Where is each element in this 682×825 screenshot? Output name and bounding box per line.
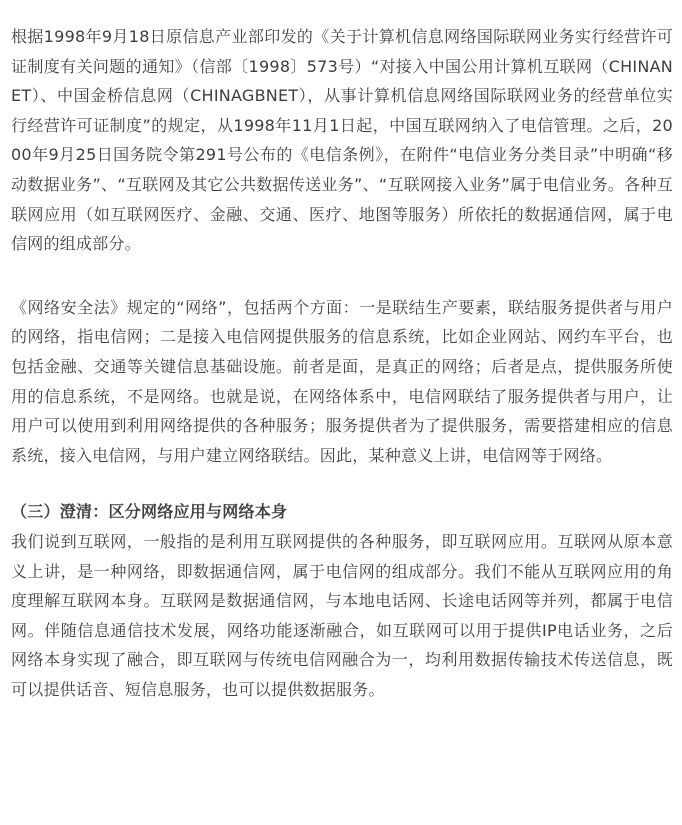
article-body bbox=[11, 22, 673, 704]
section-heading-wrap bbox=[11, 497, 673, 527]
paragraph-network-definition: 《网络安全法》规定的“网络”，包括两个方面：一是联结生产要素，联结服务提供者与用户的网络，指电信网；二是接入电信网提供服务的信息系统，比如企业网站、网约车平台，也包括金融、交通等关键信息基础设施。前者是面，是真正的网络；后者是点，提供服务所使用的信息系统，不是网络。也就是说，在网络体系中，电信网联结了服务提供者与用户，让用户可以使用到利用网络提供的各种服务；服务提供者为了提供服务，需要搭建相应的信息系统，接入电信网，与用户建立网络联结。因此，某种意义上讲，电信网等于网络。 bbox=[11, 297, 673, 465]
paragraph-internet-application: 我们说到互联网，一般指的是利用互联网提供的各种服务，即互联网应用。互联网从原本意义上讲，是一种网络，即数据通信网，属于电信网的组成部分。我们不能从互联网应用的角度理解互联网本身。互联网是数据通信网，与本地电话网、长途电话网等并列，都属于电信网。伴随信息通信技术发展，网络功能逐渐融合，如互联网可以用于提供IP电话业务，之后网络本身实现了融合，即互联网与传统电信网融合为一，均利用数据传输技术传送信息，既可以提供话音、短信息服务，也可以提供数据服务。 bbox=[11, 531, 673, 699]
section-heading: （三）澄清：区分网络应用与网络本身 bbox=[11, 502, 288, 522]
paragraph-telecom-management: 根据1998年9月18日原信息产业部印发的《关于计算机信息网络国际联网业务实行经营许可证制度有关问题的通知》（信部〔1998〕573号）“对接入中国公用计算机互联网（CHINANET）、中国金桥信息网（CHINAGBNET），从事计算机信息网络国际联网业务的经营单位实行经营许可证制度”的规定，从1998年11月1日起，中国互联网纳入了电信管理。之后，2000年9月25日国务院令第291号公布的《电信条例》，在附件“电信业务分类目录”中明确“移动数据业务”、“互联网及其它公共数据传送业务”、“互联网接入业务”属于电信业务。各种互联网应用（如互联网医疗、金融、交通、医疗、地图等服务）所依托的数据通信网，属于电信网的组成部分。 bbox=[11, 27, 673, 254]
